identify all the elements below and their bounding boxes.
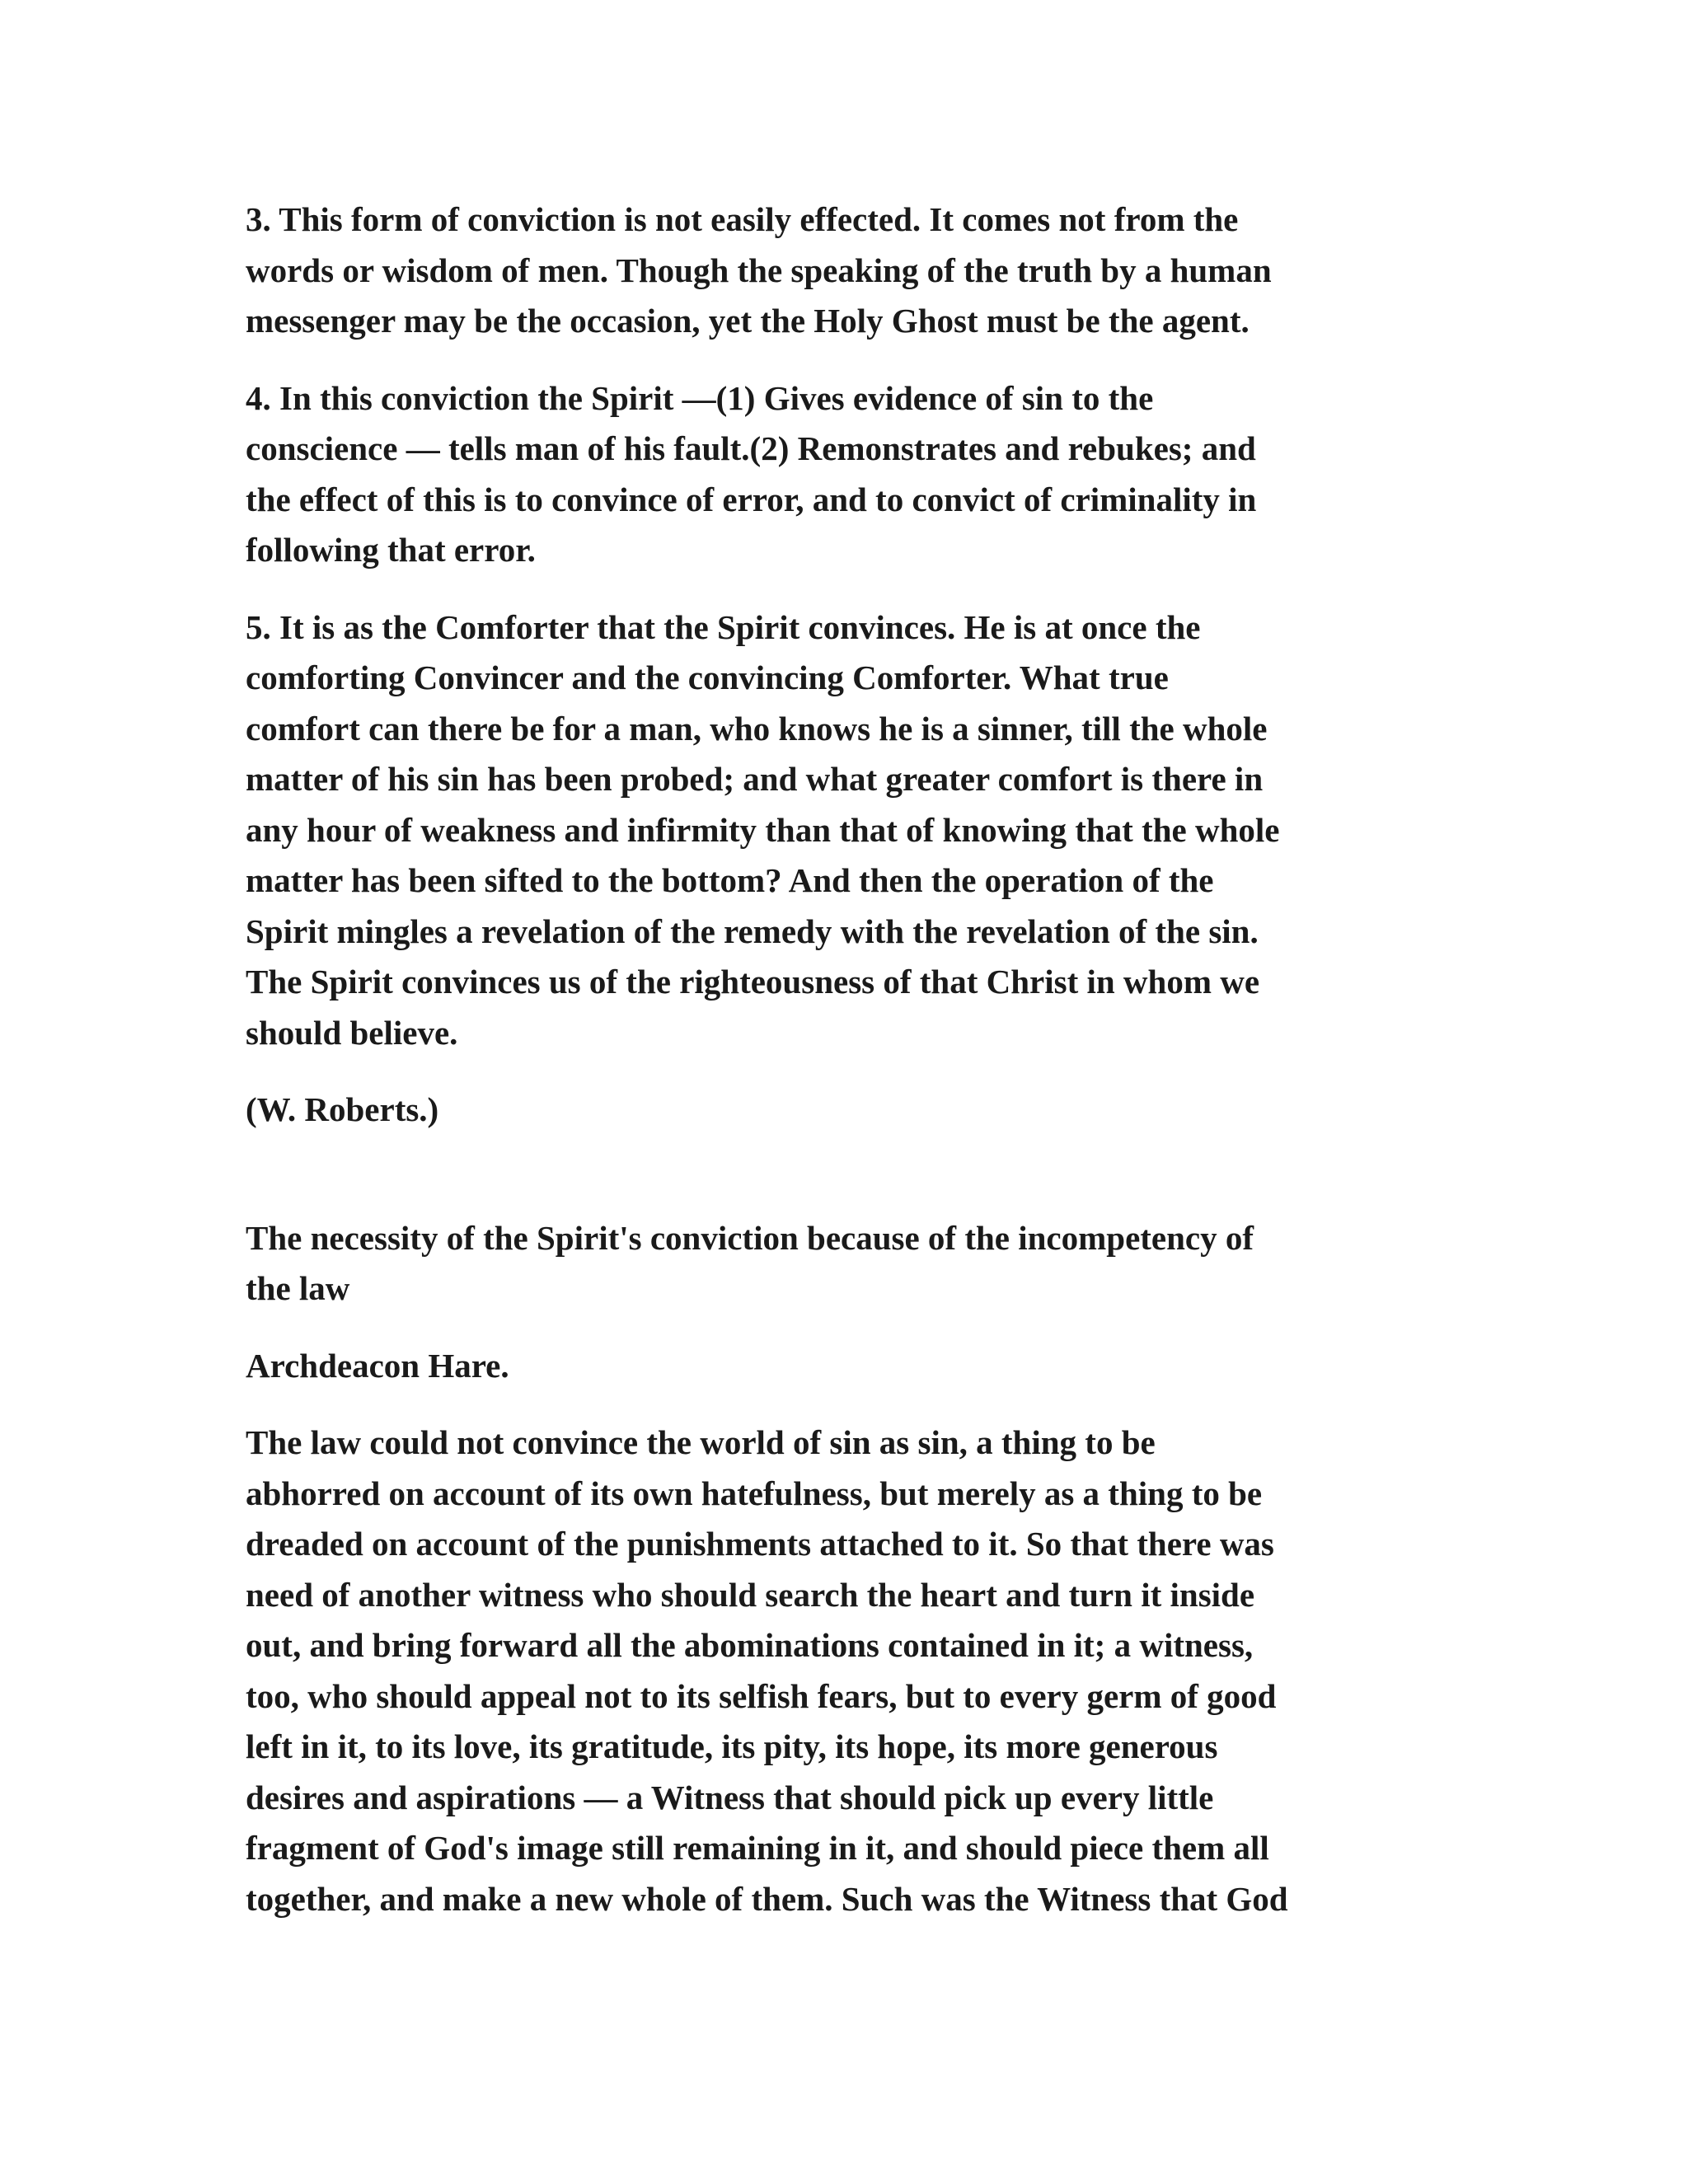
paragraph-point-3: 3. This form of conviction is not easily effected. It comes not from the words or wisdom of men. Though the speaking of the truth by a human messenger may be the occasion, yet the Holy Ghost must be the agent. (246, 200, 1272, 340)
attribution-roberts: (W. Roberts.) (246, 1090, 439, 1128)
paragraph-point-4: 4. In this conviction the Spirit —(1) Gives evidence of sin to the conscience — tells man of his fault.(2) Remonstrates and rebukes; and the effect of this is to convince of error, and to convict of criminality in following that error. (246, 378, 1257, 569)
section-title: The necessity of the Spirit's conviction because of the incompetency of the law (246, 1218, 1254, 1307)
author-name: Archdeacon Hare. (246, 1346, 509, 1385)
page-content (246, 194, 1432, 1924)
body-paragraph: The law could not convince the world of sin as sin, a thing to be abhorred on account of its own hatefulness, but merely as a thing to be dreaded on account of the punishments attached to it. So that there was need of another witness who should search the heart and turn it inside out, and bring forward all the abominations contained in it; a witness, too, who should appeal not to its selfish fears, but to every germ of good left in it, to its love, its gratitude, its pity, its hope, its more generous desires and aspirations — a Witness that should pick up every little fragment of God's image still remaining in it, and should piece them all together, and make a new whole of them. Such was the Witness that God (246, 1423, 1288, 1918)
paragraph-point-5: 5. It is as the Comforter that the Spirit convinces. He is at once the comforting Convincer and the convincing Comforter. What true comfort can there be for a man, who knows he is a sinner, till the whole matter of his sin has been probed; and what greater comfort is there in any hour of weakness and infirmity than that of knowing that the whole matter has been sifted to the bottom? And then the operation of the Spirit mingles a revelation of the remedy with the revelation of the sin. The Spirit convinces us of the righteousness of that Christ in whom we should believe. (246, 607, 1280, 1052)
